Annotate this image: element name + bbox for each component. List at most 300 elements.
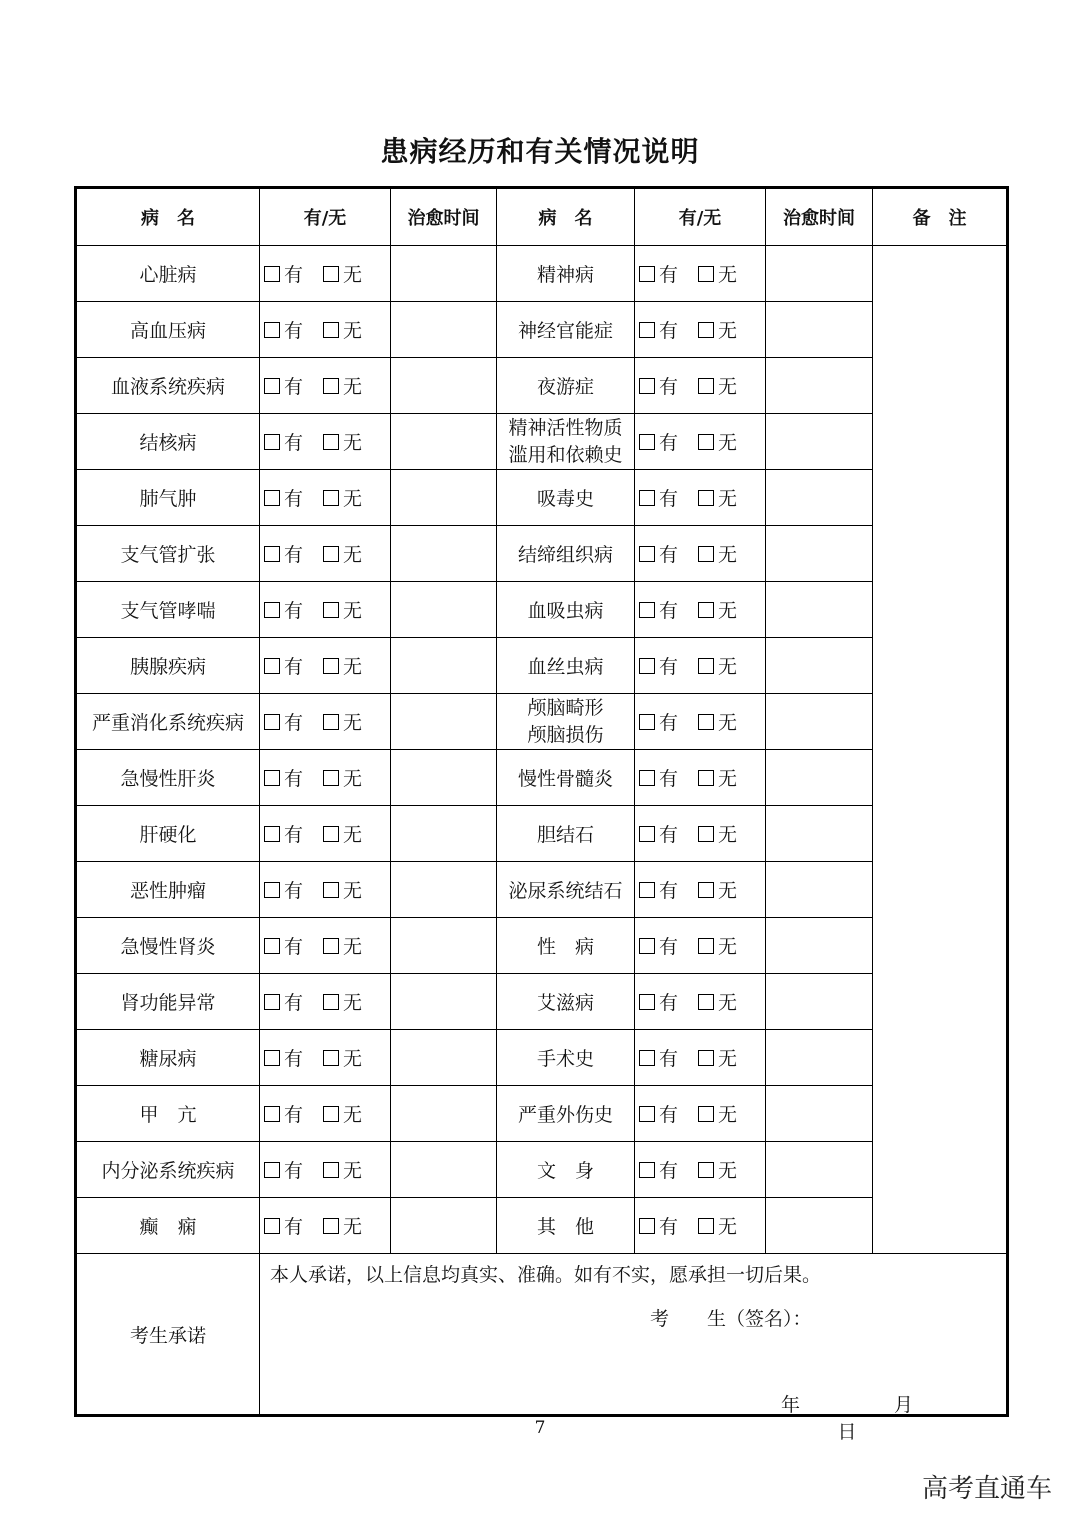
right-checkbox-yes[interactable] xyxy=(639,266,655,282)
left-option-no[interactable] xyxy=(323,820,362,847)
left-option-yes[interactable] xyxy=(264,428,303,455)
left-yes-no-cell xyxy=(260,1030,391,1086)
left-checkbox-yes[interactable] xyxy=(264,1050,280,1066)
right-checkbox-yes[interactable] xyxy=(639,1218,655,1234)
right-option-no[interactable] xyxy=(698,988,737,1015)
right-checkbox-no[interactable] xyxy=(698,1106,714,1122)
left-illness-name: 血液系统疾病 xyxy=(76,358,260,414)
left-yes-no-cell xyxy=(260,414,391,470)
left-checkbox-no[interactable] xyxy=(323,882,339,898)
right-cured-time-field[interactable] xyxy=(766,414,873,470)
right-cured-time-field[interactable] xyxy=(766,638,873,694)
left-option-label-no: 无 xyxy=(343,1104,363,1126)
right-checkbox-yes[interactable] xyxy=(639,770,655,786)
right-option-yes[interactable] xyxy=(639,1100,678,1127)
right-checkbox-no[interactable] xyxy=(698,546,714,562)
left-option-yes[interactable] xyxy=(264,652,303,679)
right-option-label-yes: 有 xyxy=(659,1160,679,1182)
table-row xyxy=(76,1142,1008,1198)
left-option-yes[interactable] xyxy=(264,372,303,399)
left-option-label-yes: 有 xyxy=(284,656,304,678)
right-illness-name: 血吸虫病 xyxy=(497,582,635,638)
right-yes-no-cell xyxy=(635,1142,766,1198)
left-cured-time-field[interactable] xyxy=(391,750,497,806)
left-yes-no-cell xyxy=(260,302,391,358)
left-option-yes[interactable] xyxy=(264,484,303,511)
left-option-no[interactable] xyxy=(323,708,362,735)
right-cured-time-field[interactable] xyxy=(766,470,873,526)
right-cured-time-field[interactable] xyxy=(766,918,873,974)
right-option-label-yes: 有 xyxy=(659,1048,679,1070)
right-checkbox-no[interactable] xyxy=(698,1162,714,1178)
right-checkbox-yes[interactable] xyxy=(639,1162,655,1178)
right-option-no[interactable] xyxy=(698,932,737,959)
right-cured-time-field[interactable] xyxy=(766,582,873,638)
right-yes-no-options xyxy=(635,820,765,847)
left-option-yes[interactable] xyxy=(264,764,303,791)
right-illness-name: 性 病 xyxy=(497,918,635,974)
header-row xyxy=(76,188,1008,246)
left-illness-name: 支气管扩张 xyxy=(76,526,260,582)
right-option-label-no: 无 xyxy=(718,1104,738,1126)
left-option-yes[interactable] xyxy=(264,1044,303,1071)
left-checkbox-yes[interactable] xyxy=(264,546,280,562)
right-option-yes[interactable] xyxy=(639,932,678,959)
table-row xyxy=(76,358,1008,414)
right-checkbox-no[interactable] xyxy=(698,714,714,730)
left-option-no[interactable] xyxy=(323,1044,362,1071)
header-cured-time: 治愈时间 xyxy=(391,188,497,246)
right-illness-name: 其 他 xyxy=(497,1198,635,1254)
left-cured-time-field[interactable] xyxy=(391,1142,497,1198)
right-option-yes[interactable] xyxy=(639,260,678,287)
right-yes-no-options xyxy=(635,708,765,735)
left-illness-name: 心脏病 xyxy=(76,246,260,302)
left-checkbox-no[interactable] xyxy=(323,1106,339,1122)
left-checkbox-no[interactable] xyxy=(323,994,339,1010)
right-option-label-yes: 有 xyxy=(659,936,679,958)
left-checkbox-yes[interactable] xyxy=(264,1106,280,1122)
right-option-yes[interactable] xyxy=(639,484,678,511)
right-yes-no-options xyxy=(635,932,765,959)
right-illness-name-line: 滥用和依赖史 xyxy=(508,443,623,466)
left-option-no[interactable] xyxy=(323,540,362,567)
right-option-no[interactable] xyxy=(698,1100,737,1127)
left-checkbox-no[interactable] xyxy=(323,658,339,674)
left-option-no[interactable] xyxy=(323,988,362,1015)
right-option-label-yes: 有 xyxy=(659,824,679,846)
right-yes-no-options xyxy=(635,540,765,567)
left-option-yes[interactable] xyxy=(264,1212,303,1239)
left-checkbox-no[interactable] xyxy=(323,1050,339,1066)
right-checkbox-no[interactable] xyxy=(698,490,714,506)
right-option-yes[interactable] xyxy=(639,596,678,623)
right-yes-no-cell xyxy=(635,918,766,974)
left-yes-no-options xyxy=(260,708,390,735)
right-yes-no-cell xyxy=(635,470,766,526)
right-illness-name: 精神病 xyxy=(497,246,635,302)
table-row xyxy=(76,694,1008,750)
right-option-no[interactable] xyxy=(698,372,737,399)
right-checkbox-no[interactable] xyxy=(698,1050,714,1066)
right-option-label-yes: 有 xyxy=(659,1216,679,1238)
right-yes-no-cell xyxy=(635,1030,766,1086)
left-option-no[interactable] xyxy=(323,428,362,455)
left-checkbox-no[interactable] xyxy=(323,826,339,842)
right-checkbox-no[interactable] xyxy=(698,826,714,842)
left-option-no[interactable] xyxy=(323,316,362,343)
right-cured-time-field[interactable] xyxy=(766,246,873,302)
left-cured-time-field[interactable] xyxy=(391,1030,497,1086)
right-option-yes[interactable] xyxy=(639,540,678,567)
left-cured-time-field[interactable] xyxy=(391,414,497,470)
left-option-no[interactable] xyxy=(323,932,362,959)
right-checkbox-yes[interactable] xyxy=(639,322,655,338)
left-cured-time-field[interactable] xyxy=(391,470,497,526)
right-checkbox-no[interactable] xyxy=(698,882,714,898)
left-checkbox-no[interactable] xyxy=(323,546,339,562)
left-option-label-yes: 有 xyxy=(284,1160,304,1182)
right-checkbox-yes[interactable] xyxy=(639,1050,655,1066)
left-checkbox-yes[interactable] xyxy=(264,378,280,394)
right-illness-name: 胆结石 xyxy=(497,806,635,862)
left-option-label-yes: 有 xyxy=(284,936,304,958)
left-option-yes[interactable] xyxy=(264,316,303,343)
left-cured-time-field[interactable] xyxy=(391,526,497,582)
right-checkbox-yes[interactable] xyxy=(639,378,655,394)
left-yes-no-cell xyxy=(260,1086,391,1142)
left-cured-time-field[interactable] xyxy=(391,918,497,974)
left-checkbox-yes[interactable] xyxy=(264,714,280,730)
right-illness-name: 慢性骨髓炎 xyxy=(497,750,635,806)
left-option-label-no: 无 xyxy=(343,1160,363,1182)
right-yes-no-options xyxy=(635,428,765,455)
right-option-no[interactable] xyxy=(698,820,737,847)
left-yes-no-cell xyxy=(260,582,391,638)
left-cured-time-field[interactable] xyxy=(391,246,497,302)
right-option-no[interactable] xyxy=(698,428,737,455)
signature-line[interactable] xyxy=(650,1304,812,1331)
right-illness-name: 结缔组织病 xyxy=(497,526,635,582)
left-checkbox-yes[interactable] xyxy=(264,266,280,282)
left-checkbox-yes[interactable] xyxy=(264,770,280,786)
right-checkbox-yes[interactable] xyxy=(639,1106,655,1122)
left-yes-no-options xyxy=(260,1100,390,1127)
left-option-label-yes: 有 xyxy=(284,768,304,790)
right-option-label-no: 无 xyxy=(718,1160,738,1182)
left-checkbox-no[interactable] xyxy=(323,378,339,394)
left-option-yes[interactable] xyxy=(264,932,303,959)
left-checkbox-no[interactable] xyxy=(323,770,339,786)
left-illness-name: 恶性肿瘤 xyxy=(76,862,260,918)
right-cured-time-field[interactable] xyxy=(766,974,873,1030)
left-option-yes[interactable] xyxy=(264,876,303,903)
left-cured-time-field[interactable] xyxy=(391,638,497,694)
left-option-yes[interactable] xyxy=(264,820,303,847)
signature-label: 考 生（签名）： xyxy=(650,1308,812,1330)
left-option-label-no: 无 xyxy=(343,488,363,510)
right-option-label-no: 无 xyxy=(718,712,738,734)
right-yes-no-cell xyxy=(635,302,766,358)
right-option-label-no: 无 xyxy=(718,264,738,286)
left-checkbox-yes[interactable] xyxy=(264,322,280,338)
left-checkbox-no[interactable] xyxy=(323,938,339,954)
right-checkbox-no[interactable] xyxy=(698,602,714,618)
right-option-label-no: 无 xyxy=(718,432,738,454)
right-option-yes[interactable] xyxy=(639,1044,678,1071)
right-illness-name xyxy=(497,694,635,750)
left-option-label-no: 无 xyxy=(343,600,363,622)
right-checkbox-yes[interactable] xyxy=(639,602,655,618)
left-option-no[interactable] xyxy=(323,596,362,623)
right-option-no[interactable] xyxy=(698,876,737,903)
right-option-no[interactable] xyxy=(698,764,737,791)
right-checkbox-yes[interactable] xyxy=(639,826,655,842)
left-checkbox-no[interactable] xyxy=(323,490,339,506)
right-option-label-yes: 有 xyxy=(659,1104,679,1126)
left-illness-name: 支气管哮喘 xyxy=(76,582,260,638)
left-checkbox-yes[interactable] xyxy=(264,994,280,1010)
left-cured-time-field[interactable] xyxy=(391,358,497,414)
right-option-no[interactable] xyxy=(698,1212,737,1239)
right-option-label-yes: 有 xyxy=(659,264,679,286)
right-checkbox-yes[interactable] xyxy=(639,714,655,730)
left-cured-time-field[interactable] xyxy=(391,862,497,918)
table-row xyxy=(76,806,1008,862)
right-option-yes[interactable] xyxy=(639,988,678,1015)
left-illness-name: 急慢性肝炎 xyxy=(76,750,260,806)
right-checkbox-no[interactable] xyxy=(698,1218,714,1234)
left-yes-no-options xyxy=(260,484,390,511)
right-checkbox-no[interactable] xyxy=(698,266,714,282)
header-yes-no: 有/无 xyxy=(260,188,391,246)
right-option-yes[interactable] xyxy=(639,316,678,343)
left-option-no[interactable] xyxy=(323,652,362,679)
right-option-label-yes: 有 xyxy=(659,768,679,790)
left-illness-name: 糖尿病 xyxy=(76,1030,260,1086)
right-yes-no-cell xyxy=(635,806,766,862)
left-cured-time-field[interactable] xyxy=(391,974,497,1030)
right-cured-time-field[interactable] xyxy=(766,1086,873,1142)
right-option-no[interactable] xyxy=(698,260,737,287)
right-option-no[interactable] xyxy=(698,596,737,623)
right-checkbox-yes[interactable] xyxy=(639,994,655,1010)
left-option-label-no: 无 xyxy=(343,376,363,398)
right-illness-name: 文 身 xyxy=(497,1142,635,1198)
left-option-no[interactable] xyxy=(323,484,362,511)
right-illness-name: 血丝虫病 xyxy=(497,638,635,694)
right-option-yes[interactable] xyxy=(639,876,678,903)
left-checkbox-no[interactable] xyxy=(323,322,339,338)
left-yes-no-options xyxy=(260,428,390,455)
right-option-label-no: 无 xyxy=(718,656,738,678)
left-checkbox-no[interactable] xyxy=(323,266,339,282)
left-option-label-no: 无 xyxy=(343,544,363,566)
left-yes-no-cell xyxy=(260,1198,391,1254)
left-option-label-yes: 有 xyxy=(284,880,304,902)
left-option-no[interactable] xyxy=(323,1156,362,1183)
right-yes-no-cell xyxy=(635,1198,766,1254)
header-illness-name: 病 名 xyxy=(76,188,260,246)
right-cured-time-field[interactable] xyxy=(766,806,873,862)
left-cured-time-field[interactable] xyxy=(391,1198,497,1254)
right-option-yes[interactable] xyxy=(639,708,678,735)
right-option-label-no: 无 xyxy=(718,768,738,790)
left-option-no[interactable] xyxy=(323,876,362,903)
right-option-yes[interactable] xyxy=(639,764,678,791)
left-option-label-no: 无 xyxy=(343,432,363,454)
right-option-label-yes: 有 xyxy=(659,600,679,622)
right-yes-no-cell xyxy=(635,974,766,1030)
left-option-label-yes: 有 xyxy=(284,544,304,566)
left-cured-time-field[interactable] xyxy=(391,302,497,358)
left-cured-time-field[interactable] xyxy=(391,582,497,638)
left-yes-no-options xyxy=(260,316,390,343)
right-cured-time-field[interactable] xyxy=(766,526,873,582)
right-option-yes[interactable] xyxy=(639,372,678,399)
left-checkbox-no[interactable] xyxy=(323,602,339,618)
right-option-yes[interactable] xyxy=(639,1156,678,1183)
form-title: 患病经历和有关情况说明 xyxy=(380,135,700,168)
left-checkbox-yes[interactable] xyxy=(264,1218,280,1234)
right-checkbox-yes[interactable] xyxy=(639,882,655,898)
right-option-no[interactable] xyxy=(698,708,737,735)
left-yes-no-options xyxy=(260,1156,390,1183)
left-yes-no-cell xyxy=(260,862,391,918)
right-checkbox-no[interactable] xyxy=(698,434,714,450)
right-option-yes[interactable] xyxy=(639,428,678,455)
left-option-label-yes: 有 xyxy=(284,824,304,846)
right-option-no[interactable] xyxy=(698,540,737,567)
right-cured-time-field[interactable] xyxy=(766,302,873,358)
left-checkbox-no[interactable] xyxy=(323,434,339,450)
right-option-no[interactable] xyxy=(698,316,737,343)
left-option-label-no: 无 xyxy=(343,1216,363,1238)
pledge-text: 本人承诺，以上信息均真实、准确。如有不实，愿承担一切后果。 xyxy=(270,1264,822,1286)
right-cured-time-field[interactable] xyxy=(766,1142,873,1198)
left-option-no[interactable] xyxy=(323,372,362,399)
left-illness-name: 结核病 xyxy=(76,414,260,470)
right-option-label-yes: 有 xyxy=(659,432,679,454)
remarks-field[interactable] xyxy=(873,246,1008,1254)
left-option-yes[interactable] xyxy=(264,596,303,623)
left-yes-no-options xyxy=(260,260,390,287)
table-row xyxy=(76,246,1008,302)
left-checkbox-no[interactable] xyxy=(323,714,339,730)
right-option-no[interactable] xyxy=(698,1156,737,1183)
left-yes-no-options xyxy=(260,652,390,679)
right-yes-no-options xyxy=(635,988,765,1015)
right-checkbox-no[interactable] xyxy=(698,994,714,1010)
right-cured-time-field[interactable] xyxy=(766,750,873,806)
left-option-yes[interactable] xyxy=(264,540,303,567)
right-checkbox-yes[interactable] xyxy=(639,546,655,562)
right-yes-no-options xyxy=(635,764,765,791)
left-illness-name: 肝硬化 xyxy=(76,806,260,862)
right-cured-time-field[interactable] xyxy=(766,358,873,414)
left-checkbox-yes[interactable] xyxy=(264,434,280,450)
left-option-label-no: 无 xyxy=(343,880,363,902)
right-checkbox-no[interactable] xyxy=(698,770,714,786)
right-option-label-no: 无 xyxy=(718,880,738,902)
left-yes-no-cell xyxy=(260,750,391,806)
right-option-no[interactable] xyxy=(698,484,737,511)
left-option-no[interactable] xyxy=(323,260,362,287)
right-checkbox-yes[interactable] xyxy=(639,434,655,450)
right-checkbox-yes[interactable] xyxy=(639,658,655,674)
right-checkbox-yes[interactable] xyxy=(639,490,655,506)
left-checkbox-yes[interactable] xyxy=(264,882,280,898)
right-option-yes[interactable] xyxy=(639,652,678,679)
left-yes-no-options xyxy=(260,1044,390,1071)
left-option-no[interactable] xyxy=(323,764,362,791)
right-yes-no-cell xyxy=(635,638,766,694)
right-checkbox-no[interactable] xyxy=(698,938,714,954)
left-yes-no-options xyxy=(260,876,390,903)
left-option-yes[interactable] xyxy=(264,260,303,287)
right-option-yes[interactable] xyxy=(639,820,678,847)
left-option-yes[interactable] xyxy=(264,988,303,1015)
table-row xyxy=(76,862,1008,918)
left-checkbox-no[interactable] xyxy=(323,1218,339,1234)
left-option-no[interactable] xyxy=(323,1212,362,1239)
left-option-yes[interactable] xyxy=(264,708,303,735)
right-cured-time-field[interactable] xyxy=(766,1030,873,1086)
left-option-yes[interactable] xyxy=(264,1156,303,1183)
right-option-no[interactable] xyxy=(698,1044,737,1071)
right-illness-name-line: 精神活性物质 xyxy=(508,416,623,439)
right-checkbox-no[interactable] xyxy=(698,378,714,394)
right-checkbox-no[interactable] xyxy=(698,322,714,338)
left-option-label-yes: 有 xyxy=(284,264,304,286)
left-checkbox-yes[interactable] xyxy=(264,1162,280,1178)
left-option-label-yes: 有 xyxy=(284,488,304,510)
left-cured-time-field[interactable] xyxy=(391,806,497,862)
right-cured-time-field[interactable] xyxy=(766,1198,873,1254)
right-option-no[interactable] xyxy=(698,652,737,679)
right-yes-no-cell xyxy=(635,526,766,582)
right-option-label-no: 无 xyxy=(718,376,738,398)
left-option-label-yes: 有 xyxy=(284,712,304,734)
right-checkbox-yes[interactable] xyxy=(639,938,655,954)
right-checkbox-no[interactable] xyxy=(698,658,714,674)
right-yes-no-options xyxy=(635,316,765,343)
table-row xyxy=(76,1030,1008,1086)
left-checkbox-yes[interactable] xyxy=(264,602,280,618)
left-cured-time-field[interactable] xyxy=(391,694,497,750)
right-illness-name xyxy=(497,414,635,470)
left-checkbox-yes[interactable] xyxy=(264,826,280,842)
right-yes-no-options xyxy=(635,484,765,511)
right-cured-time-field[interactable] xyxy=(766,694,873,750)
left-checkbox-yes[interactable] xyxy=(264,490,280,506)
right-option-yes[interactable] xyxy=(639,1212,678,1239)
table-row xyxy=(76,918,1008,974)
right-yes-no-options xyxy=(635,652,765,679)
left-option-label-no: 无 xyxy=(343,712,363,734)
header-yes-no-2: 有/无 xyxy=(635,188,766,246)
right-illness-name: 手术史 xyxy=(497,1030,635,1086)
right-cured-time-field[interactable] xyxy=(766,862,873,918)
left-cured-time-field[interactable] xyxy=(391,1086,497,1142)
left-illness-name: 肺气肿 xyxy=(76,470,260,526)
right-yes-no-options xyxy=(635,876,765,903)
left-option-yes[interactable] xyxy=(264,1100,303,1127)
left-checkbox-no[interactable] xyxy=(323,1162,339,1178)
left-checkbox-yes[interactable] xyxy=(264,938,280,954)
left-option-no[interactable] xyxy=(323,1100,362,1127)
left-checkbox-yes[interactable] xyxy=(264,658,280,674)
